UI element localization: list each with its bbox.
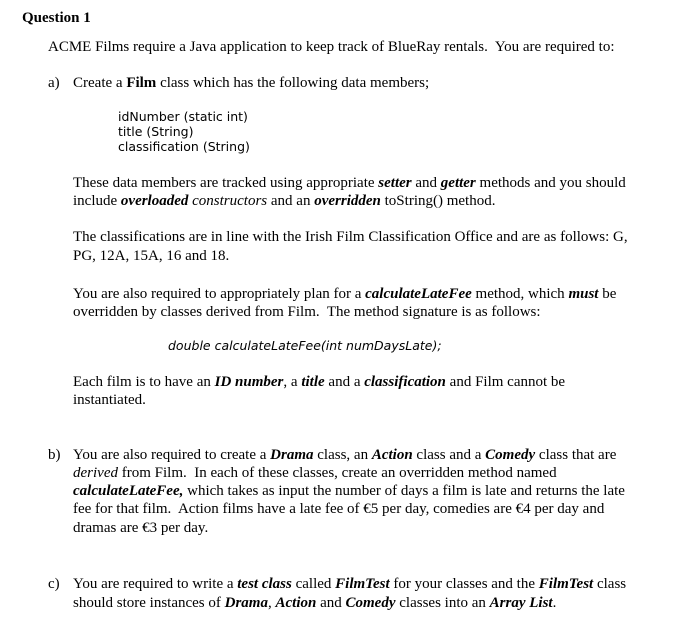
emphasis-text: setter	[378, 175, 412, 191]
emphasis-text: derived	[73, 465, 118, 481]
text-segment: be	[598, 286, 617, 302]
part-a-label: a)	[48, 75, 60, 91]
paragraph-line	[73, 575, 626, 593]
emphasis-text: must	[568, 286, 599, 302]
text-segment: and a	[324, 374, 365, 390]
text-segment: from Film. In each of these classes, create an overridden method named	[117, 465, 557, 481]
text-segment: .	[552, 595, 557, 611]
text-segment: include	[73, 193, 121, 209]
text-segment: toString() method.	[380, 193, 496, 209]
text-segment: ,	[267, 595, 276, 611]
emphasis-text: overloaded	[120, 193, 189, 209]
text-segment: overridden by classes derived from Film. The method signature is as follows:	[73, 304, 541, 320]
emphasis-text: ID number	[214, 374, 284, 390]
emphasis-text: constructors	[192, 193, 268, 209]
emphasis-text: title	[301, 374, 325, 390]
emphasis-text: Film	[126, 75, 157, 91]
emphasis-text: overridden	[314, 193, 381, 209]
emphasis-text: calculateLateFee,	[73, 483, 184, 499]
text-segment: You are required to write a	[73, 576, 238, 592]
text-segment: ACME Films require a Java application to keep track of BlueRay rentals. You are required to:	[48, 39, 615, 55]
text-segment: and an	[267, 193, 315, 209]
text-segment: methods and you should	[475, 175, 626, 191]
paragraph-line	[73, 373, 565, 391]
text-segment: These data members are tracked using appropriate	[73, 175, 379, 191]
method-signature: double calculateLateFee(int numDaysLate);	[168, 338, 442, 353]
emphasis-text: Comedy	[345, 595, 396, 611]
emphasis-text: getter	[440, 175, 476, 191]
text-segment: class	[593, 576, 627, 592]
emphasis-text: FilmTest	[538, 576, 594, 592]
paragraph-line	[73, 192, 495, 210]
emphasis-text: Drama	[270, 447, 314, 463]
emphasis-text: Comedy	[485, 447, 536, 463]
member-classification: classification (String)	[118, 139, 250, 154]
text-segment: The classifications are in line with the Irish Film Classification Office and are as follows: G,	[73, 229, 628, 245]
text-segment: instantiated.	[73, 392, 146, 408]
text-segment: fee for that film. Action films have a late fee of €5 per day, comedies are €4 per day and	[73, 501, 605, 517]
paragraph-line	[73, 594, 556, 612]
emphasis-text: Drama	[224, 595, 268, 611]
paragraph-line	[73, 303, 541, 321]
text-segment: which takes as input the number of days a film is late and returns the late	[183, 483, 625, 499]
paragraph-line	[73, 446, 616, 464]
paragraph-line	[73, 482, 625, 500]
text-segment: Each film is to have an	[73, 374, 215, 390]
text-segment: called	[291, 576, 336, 592]
text-segment: should store instances of	[73, 595, 225, 611]
part-b-label: b)	[48, 447, 61, 463]
part-a-text	[73, 74, 429, 92]
text-segment: for your classes and the	[389, 576, 539, 592]
emphasis-text: calculateLateFee	[365, 286, 472, 302]
member-idnumber: idNumber (static int)	[118, 109, 248, 124]
part-c-label: c)	[48, 576, 60, 592]
text-segment: dramas are €3 per day.	[73, 520, 209, 536]
emphasis-text: Action	[275, 595, 317, 611]
paragraph-line	[73, 519, 208, 537]
paragraph-line	[73, 174, 626, 192]
member-title: title (String)	[118, 124, 194, 139]
text-segment: method, which	[471, 286, 569, 302]
text-segment: and	[316, 595, 346, 611]
text-segment: PG, 12A, 15A, 16 and 18.	[73, 248, 230, 264]
emphasis-text: Action	[371, 447, 413, 463]
text-segment: class which has the following data members;	[156, 75, 430, 91]
emphasis-text: test class	[237, 576, 292, 592]
emphasis-text: FilmTest	[335, 576, 390, 592]
text-segment: and Film cannot be	[445, 374, 566, 390]
text-segment: , a	[283, 374, 302, 390]
text-segment: You are also required to create a	[73, 447, 271, 463]
paragraph-line	[73, 247, 229, 265]
text-segment: classes into an	[395, 595, 490, 611]
intro-text	[48, 38, 615, 56]
text-segment: and	[411, 175, 441, 191]
emphasis-text: Array List	[489, 595, 553, 611]
text-segment: class, an	[313, 447, 372, 463]
text-segment: class that are	[535, 447, 617, 463]
paragraph-line	[73, 500, 604, 518]
emphasis-text: classification	[364, 374, 446, 390]
paragraph-line	[73, 285, 616, 303]
text-segment: You are also required to appropriately plan for a	[73, 286, 366, 302]
paragraph-line	[73, 228, 628, 246]
text-segment: Create a	[73, 75, 127, 91]
question-heading: Question 1	[22, 10, 91, 26]
text-segment: class and a	[412, 447, 486, 463]
paragraph-line	[73, 391, 146, 409]
paragraph-line	[73, 464, 557, 482]
